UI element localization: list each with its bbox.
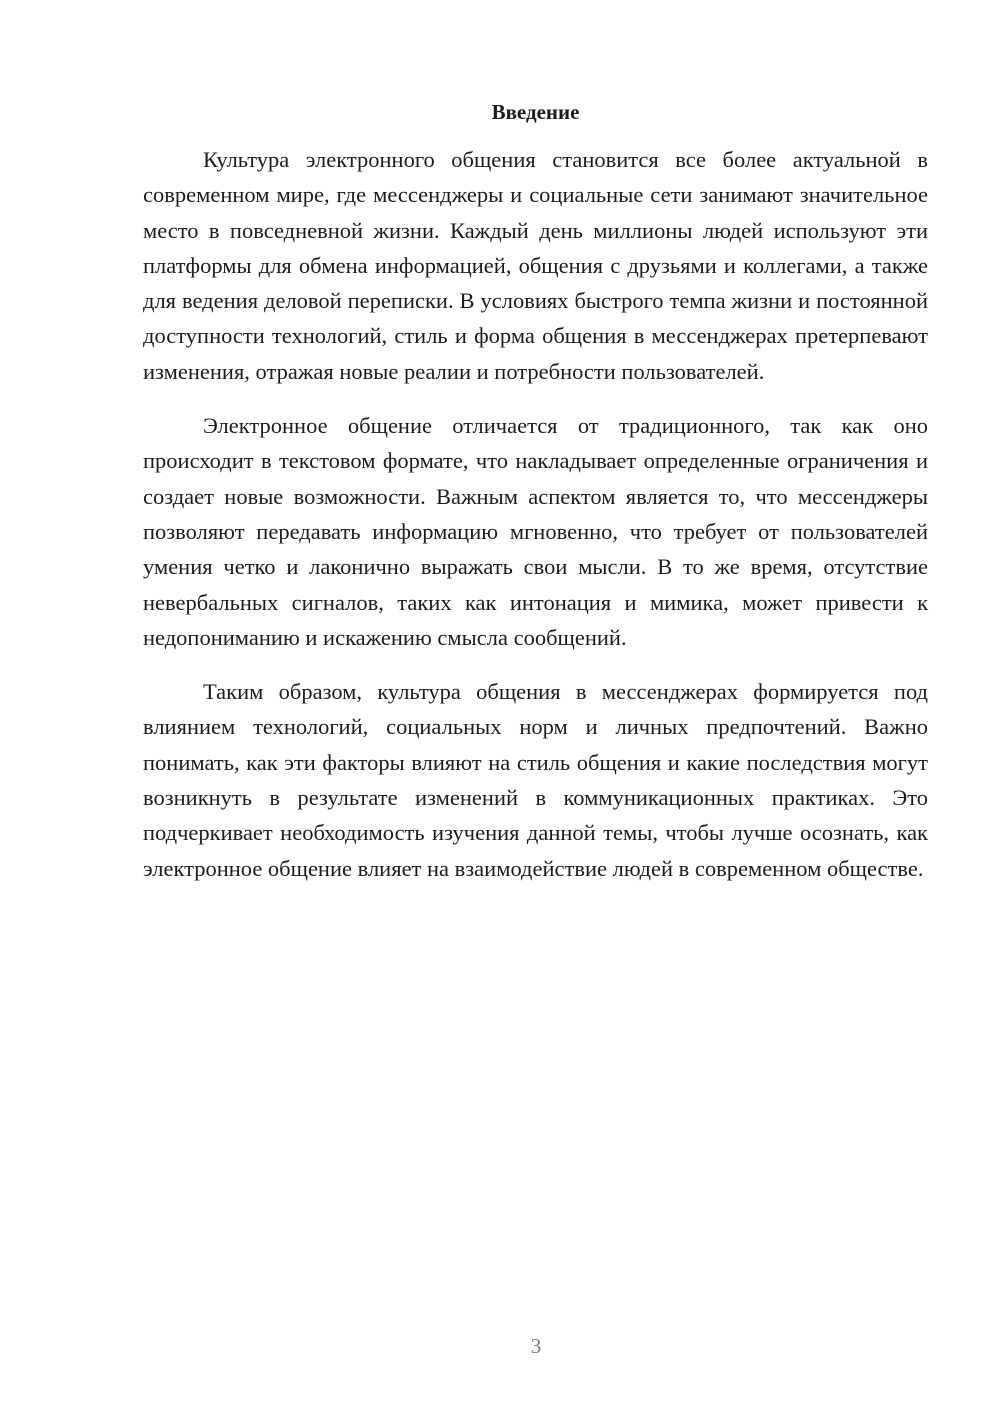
page-number: 3 [530, 1334, 542, 1358]
paragraph-2: Электронное общение отличается от традиционного, так как оно происходит в текстовом формате, что накладывает определенные ограничения и создает новые возможности. Важным аспектом является то, что мессенджеры позволяют передавать информацию мгновенно, что требует от пользователей умения четко и лаконично выражать свои мысли. В то же время, отсутствие невербальных сигналов, таких как интонация и мимика, может привести к недопониманию и искажению смысла сообщений. [143, 413, 928, 650]
paragraph-1: Культура электронного общения становится все более актуальной в современном мире, где мессенджеры и социальные сети занимают значительное место в повседневной жизни. Каждый день миллионы людей используют эти платформы для обмена информацией, общения с друзьями и коллегами, а также для ведения деловой переписки. В условиях быстрого темпа жизни и постоянной доступности технологий, стиль и форма общения в мессенджерах претерпевают изменения, отражая новые реалии и потребности пользователей. [143, 147, 928, 384]
body-text [143, 142, 928, 905]
paragraph-3: Таким образом, культура общения в мессенджерах формируется под влиянием технологий, социальных норм и личных предпочтений. Важно понимать, как эти факторы влияют на стиль общения и какие последствия могут возникнуть в результате изменений в коммуникационных практиках. Это подчеркивает необходимость изучения данной темы, чтобы лучше осознать, как электронное общение влияет на взаимодействие людей в современном обществе. [143, 679, 928, 881]
section-heading: Введение [491, 100, 580, 124]
